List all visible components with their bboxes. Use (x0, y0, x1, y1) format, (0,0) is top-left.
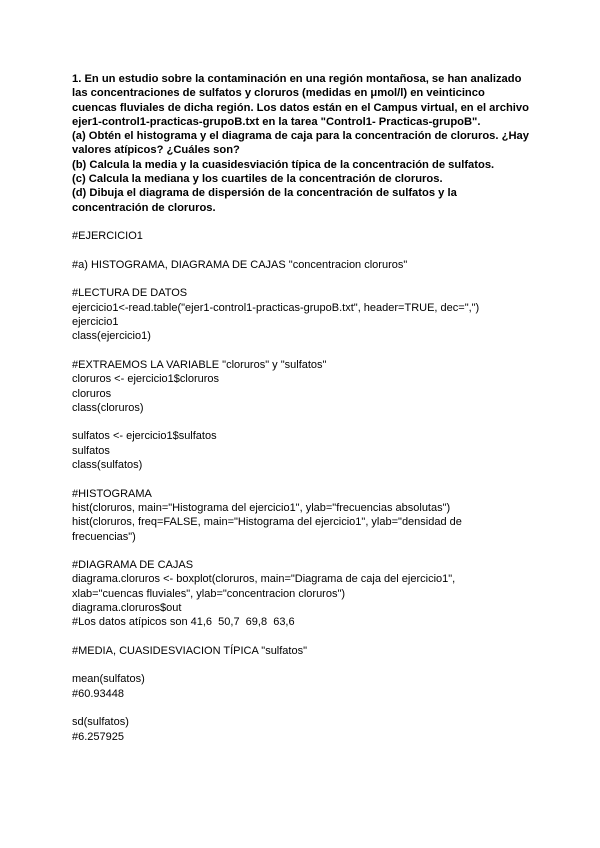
code-line: diagrama.cloruros$out (72, 601, 182, 614)
statement-line: 1. En un estudio sobre la contaminación en una región montañosa, se han analizado (72, 73, 522, 85)
code-line: diagrama.cloruros <- boxplot(cloruros, main="Diagrama de caja del ejercicio1", (72, 573, 456, 586)
code-line: hist(cloruros, main="Histograma del ejercicio1", ylab="frecuencias absolutas") (72, 501, 451, 514)
statement-line: valores atípicos? ¿Cuáles son? (72, 144, 240, 157)
statement-line: concentración de cloruros. (72, 201, 216, 214)
code-line: sulfatos <- ejercicio1$sulfatos (72, 430, 217, 443)
code-line: class(cloruros) (72, 401, 144, 414)
code-header: #EJERCICIO1 (72, 230, 143, 243)
statement-line: ejer1-control1-practicas-grupoB.txt en la tarea "Control1- Practicas-grupoB". (72, 115, 481, 128)
code-line: #HISTOGRAMA (72, 487, 152, 500)
section-a-title: #a) HISTOGRAMA, DIAGRAMA DE CAJAS "concentracion cloruros" (72, 258, 408, 271)
code-line: frecuencias") (72, 530, 136, 543)
code-block-mean (72, 672, 542, 701)
code-line: sulfatos (72, 444, 110, 457)
code-block-sulfatos (72, 429, 542, 472)
code-line: class(sulfatos) (72, 459, 143, 472)
code-line: mean(sulfatos) (72, 673, 145, 686)
code-line: class(ejercicio1) (72, 330, 151, 343)
code-line: #6.257925 (72, 730, 124, 743)
statement-line: (c) Calcula la mediana y los cuartiles de la concentración de cloruros. (72, 173, 443, 186)
code-block-extraemos (72, 358, 542, 415)
code-line: sd(sulfatos) (72, 716, 129, 729)
code-block-sd (72, 715, 542, 744)
code-line: #60.93448 (72, 687, 124, 700)
statement-line: las concentraciones de sulfatos y cloruros (medidas en μmol/l) en veinticinco (72, 87, 485, 100)
exercise-statement (72, 72, 542, 215)
statement-line: (d) Dibuja el diagrama de dispersión de la concentración de sulfatos y la (72, 187, 457, 200)
code-line: #EXTRAEMOS LA VARIABLE "cloruros" y "sulfatos" (72, 358, 327, 371)
code-line: cloruros (72, 387, 112, 400)
code-line: #LECTURA DE DATOS (72, 287, 188, 300)
code-line: cloruros <- ejercicio1$cloruros (72, 373, 220, 386)
statement-line: (a) Obtén el histograma y el diagrama de caja para la concentración de cloruros. ¿Hay (72, 130, 529, 143)
page-content (72, 72, 542, 744)
code-block-lectura (72, 286, 542, 343)
code-line: #Los datos atípicos son 41,6 50,7 69,8 63,6 (72, 616, 295, 629)
statement-line: (b) Calcula la media y la cuasidesviación típica de la concentración de sulfatos. (72, 158, 495, 171)
code-line: xlab="cuencas fluviales", ylab="concentracion cloruros") (72, 587, 346, 600)
code-line: hist(cloruros, freq=FALSE, main="Histograma del ejercicio1", ylab="densidad de (72, 516, 462, 529)
code-line: ejercicio1 (72, 316, 119, 329)
code-block-cajas (72, 558, 542, 629)
code-line: #DIAGRAMA DE CAJAS (72, 559, 194, 572)
media-section-title: #MEDIA, CUASIDESVIACION TÍPICA "sulfatos" (72, 644, 308, 657)
code-line: ejercicio1<-read.table("ejer1-control1-practicas-grupoB.txt", header=TRUE, dec=",") (72, 301, 480, 314)
statement-line: cuencas fluviales de dicha región. Los datos están en el Campus virtual, en el archivo (72, 101, 529, 114)
code-block-histograma (72, 487, 542, 544)
